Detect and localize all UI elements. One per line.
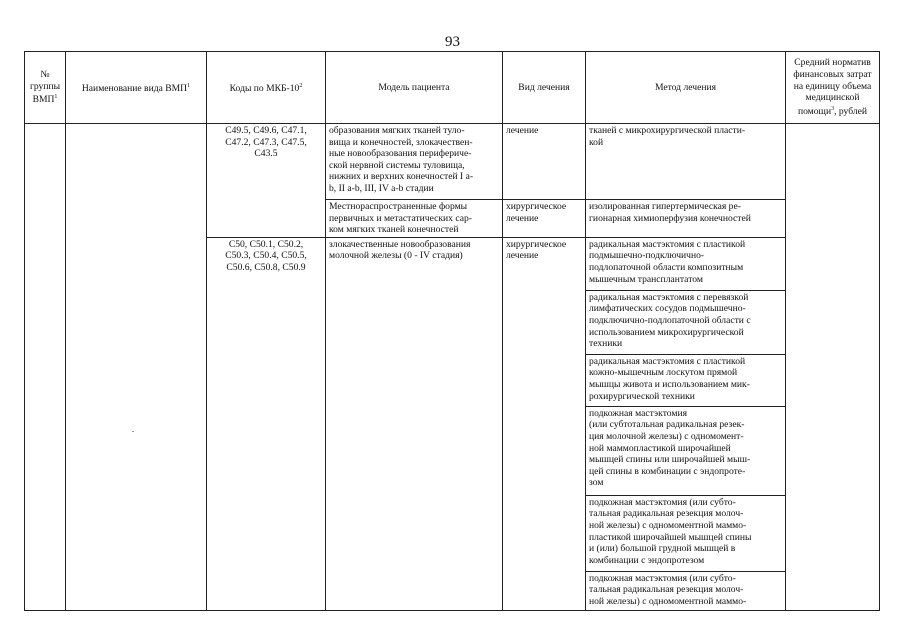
avg-cost-cell — [786, 124, 880, 611]
treatment-method-item: радикальная мастэктомия с перевязкой лимфатических сосудов подмышечно- подключично-подлопаточной области с использованием микрохирургической техники — [586, 291, 785, 355]
treatment-method-list — [586, 237, 786, 610]
treatment-type-cell: хирургическое лечение — [503, 237, 586, 610]
treatment-method-item: подкожная мастэктомия (или субтотальная радикальная резек- ция молочной железы) с одномомент- ной маммопластикой широчайшей мышцей спины или широчайшей мыш- цей спины в комбинации с эндопроте- зом — [586, 407, 785, 496]
vmp-name-cell — [66, 124, 207, 611]
patient-model-cell: злокачественные новообразования молочной железы (0 - IV стадия) — [326, 237, 503, 610]
treatment-type-cell: лечение — [503, 124, 586, 200]
treatment-method-item: подкожная мастэктомия (или субто- тальная радикальная резекция молоч- ной железы) с одномоментной маммо- — [589, 572, 747, 607]
treatment-method-item: радикальная мастэктомия с пластикой кожно-мышечным лоскутом прямой мышцы живота и использованием мик- рохирургической техники — [586, 355, 785, 407]
treatment-type-cell: хирургическое лечение — [503, 200, 586, 238]
header-vmp-name: Наименование вида ВМП$^1$ — [66, 52, 207, 124]
treatment-method-item: подкожная мастэктомия (или субто- тальная радикальная резекция молоч- ной железы) с одномоментной маммо- пластикой широчайшей мышцей спины и (или) большой грудной мышцей в комбинации с эндопротезом — [586, 496, 785, 572]
header-avg-cost: Средний норматив финансовых затрат на единицу объема медицинской помощи$^3$, рублей — [786, 52, 880, 124]
treatment-method-cell: изолированная гипертермическая ре- гионарная химиоперфузия конечностей — [586, 200, 786, 238]
header-patient-model: Модель пациента — [326, 52, 503, 124]
table-row — [25, 124, 880, 200]
treatment-method-item: радикальная мастэктомия с пластикой подмышечно-подключично- подлопаточной области композитным мышечным трансплантатом — [586, 238, 785, 291]
table-header-row — [25, 52, 880, 124]
scan-speck — [132, 431, 134, 432]
mkb-codes-cell: C49.5, C49.6, C47.1, C47.2, C47.3, C47.5, C43.5 — [207, 124, 326, 238]
patient-model-cell: образования мягких тканей туло- вища и конечностей, злокачествен- ные новообразования перифериче- ской нервной системы туловища, нижних и верхних конечностей I a- b, II a-b, III, IV a-b стадии — [326, 124, 503, 200]
treatment-method-cell: тканей с микрохирургической пласти- кой — [586, 124, 786, 200]
header-mkb-codes: Коды по МКБ-$10^2$ — [207, 52, 326, 124]
patient-model-cell: Местнораспространенные формы первичных и метастатических сар- ком мягких тканей конечностей — [326, 200, 503, 238]
header-treatment-type: Вид лечения — [503, 52, 586, 124]
header-treatment-method: Метод лечения — [586, 52, 786, 124]
mkb-codes-cell: C50, C50.1, C50.2, C50.3, C50.4, C50.5, C50.6, C50.8, C50.9 — [207, 237, 326, 610]
header-group-no: № группы ВМП$^1$ — [25, 52, 66, 124]
group-no-cell — [25, 124, 66, 611]
page-number: 93 — [445, 34, 460, 50]
vmp-table — [24, 51, 880, 611]
